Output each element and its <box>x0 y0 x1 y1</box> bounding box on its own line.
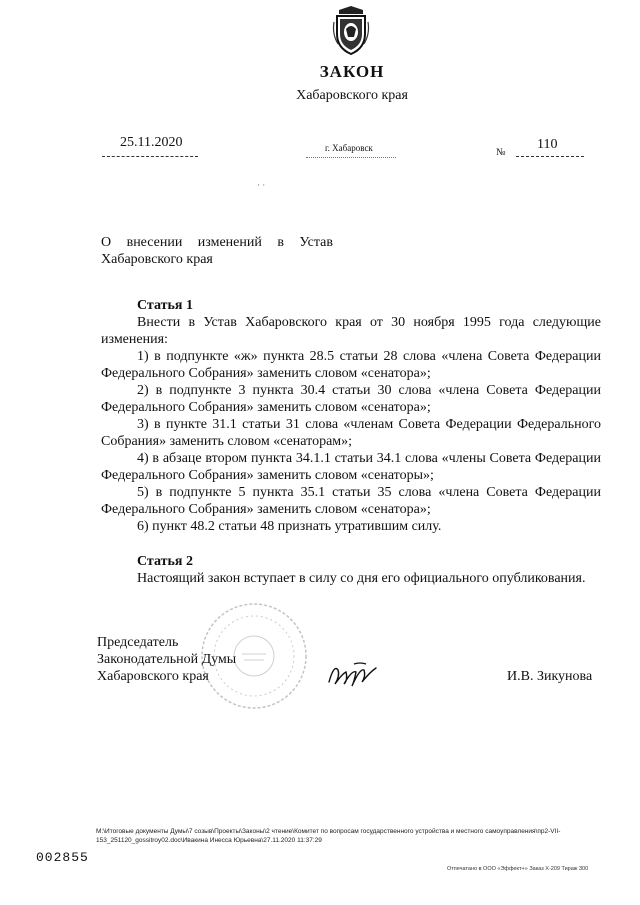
law-heading <box>101 234 333 268</box>
amendment-item-line-1: 5) в подпункте 5 пункта 35.1 статьи 35 слова «члена Совета Федерации <box>137 485 601 500</box>
article-1-title: Статья 1 <box>137 298 193 313</box>
file-path-line: M:\Итоговые документы Думы\7 созыв\Проекты\Законы\2 чтение\Комитет по вопросам государственного устройства и местного самоуправления\пр2-VII- <box>96 828 561 835</box>
signatory-role-line: Хабаровского края <box>97 669 209 684</box>
article-2-text: Настоящий закон вступает в силу со дня его официального опубликования. <box>137 571 586 586</box>
amendment-item-line-2: Федерального Собрания» заменить словом «сенаторы»; <box>101 468 434 483</box>
file-path-line: 153_251120_gossitroy02.doc\Ивакина Инесса Юрьевна\27.11.2020 11:37:29 <box>96 837 322 844</box>
heading-line-2: Хабаровского края <box>101 252 213 267</box>
document-number: 110 <box>537 137 558 152</box>
signatory-role <box>97 634 236 685</box>
heading-word: в <box>277 235 284 250</box>
number-underline <box>516 156 584 157</box>
amendment-item-line-1: 2) в подпункте 3 пункта 30.4 статьи 30 слова «члена Совета Федерации <box>137 383 601 398</box>
amendment-item-line-1: 3) в пункте 31.1 статьи 31 слова «членам Совета Федерации Федерального <box>137 417 601 432</box>
handwritten-signature <box>326 660 380 690</box>
heading-word: О <box>101 235 112 250</box>
document-date: 25.11.2020 <box>120 135 183 150</box>
amendment-item-line-2: Собрания» заменить словом «сенаторам»; <box>101 434 353 449</box>
heading-word: изменений <box>197 235 262 250</box>
article-1-intro-line-1: Внести в Устав Хабаровского края от 30 ноября 1995 года следующие <box>137 315 601 330</box>
document-city: г. Хабаровск <box>325 143 373 153</box>
document-title: ЗАКОН <box>319 62 385 81</box>
city-underline <box>306 157 396 158</box>
article-1-intro-line-2: изменения: <box>101 332 168 347</box>
print-note: Отпечатано в ООО «Эффект+» Заказ X-209 Тираж 300 <box>447 866 589 872</box>
amendment-item-line-2: Федерального Собрания» заменить словом «сенатора»; <box>101 502 431 517</box>
heading-word: внесении <box>126 235 183 250</box>
number-sign: № <box>496 147 506 158</box>
document-code: 002855 <box>36 850 89 865</box>
amendment-item-line-1: 1) в подпункте «ж» пункта 28.5 статьи 28 слова «члена Совета Федерации <box>137 349 601 364</box>
file-path-footer <box>96 827 616 845</box>
heading-word: Устав <box>299 235 333 250</box>
amendment-item-line-2: Федерального Собрания» заменить словом «сенатора»; <box>101 366 431 381</box>
document-subtitle: Хабаровского края <box>296 88 408 103</box>
amendment-item-line-1: 4) в абзаце втором пункта 34.1.1 статьи 34.1 слова «члены Совета Федерации <box>137 451 601 466</box>
heading-line-1 <box>101 234 333 251</box>
amendment-item-6: 6) пункт 48.2 статьи 48 признать утратившим силу. <box>137 519 442 534</box>
article-2-title: Статья 2 <box>137 554 193 569</box>
amendment-item-line-2: Федерального Собрания» заменить словом «сенатора»; <box>101 400 431 415</box>
signatory-name: И.В. Зикунова <box>507 669 593 684</box>
scan-speck: · · <box>257 180 266 190</box>
coat-of-arms-icon <box>330 4 372 56</box>
date-underline <box>102 156 198 157</box>
signatory-role-line: Председатель <box>97 635 179 650</box>
law-body <box>101 297 601 587</box>
signatory-role-line: Законодательной Думы <box>97 652 237 667</box>
